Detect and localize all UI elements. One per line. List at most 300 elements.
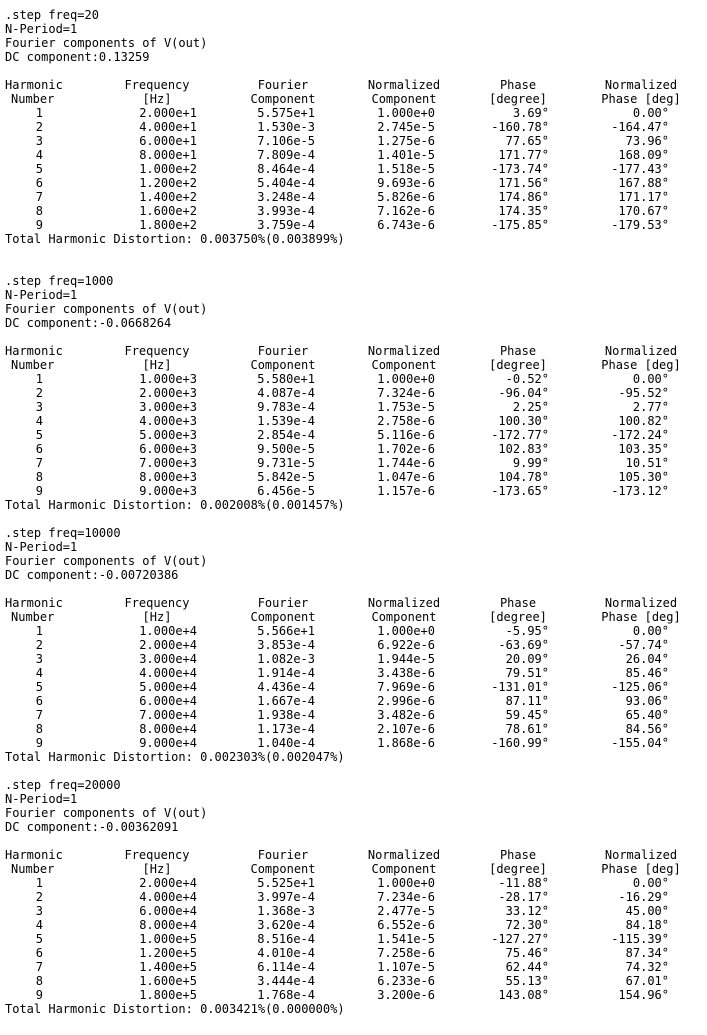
normalized-component-cell: 6.552e-6 <box>377 918 435 932</box>
table-header-row <box>5 596 705 610</box>
normalized-component-cell: 7.234e-6 <box>377 890 435 904</box>
header-fourier-component: Fourier <box>257 848 309 862</box>
normalized-component-cell: 1.753e-5 <box>377 400 435 414</box>
frequency-cell: 2.000e+4 <box>139 638 197 652</box>
frequency-cell: 9.000e+3 <box>139 484 197 498</box>
step-line: .step freq=20000 <box>5 778 121 792</box>
table-row <box>5 372 705 386</box>
thd-line: Total Harmonic Distortion: 0.003421%(0.000000%) <box>5 1002 345 1016</box>
blank-line <box>5 512 705 526</box>
normalized-phase-cell: -179.53° <box>611 218 669 232</box>
frequency-cell: 8.000e+1 <box>139 148 197 162</box>
phase-cell: -0.52° <box>505 372 549 386</box>
table-row <box>5 638 705 652</box>
normalized-component-cell: 1.518e-5 <box>377 162 435 176</box>
header-normalized-phase: Phase [deg] <box>601 610 681 624</box>
phase-cell: -28.17° <box>498 890 549 904</box>
normalized-component-cell: 6.233e-6 <box>377 974 435 988</box>
header-normalized-phase: Normalized <box>604 78 678 92</box>
fourier-component-cell: 9.731e-5 <box>257 456 315 470</box>
fourier-component-cell: 1.173e-4 <box>257 722 315 736</box>
phase-cell: 79.51° <box>505 666 549 680</box>
frequency-cell: 2.000e+3 <box>139 386 197 400</box>
table-row <box>5 106 705 120</box>
phase-cell: 102.83° <box>498 442 549 456</box>
harmonic-number-cell: 5 <box>35 162 43 176</box>
phase-cell: 33.12° <box>505 904 549 918</box>
frequency-cell: 4.000e+3 <box>139 414 197 428</box>
fourier-component-cell: 1.914e-4 <box>257 666 315 680</box>
header-normalized-component: Normalized <box>367 596 441 610</box>
blank-line <box>5 834 705 848</box>
header-normalized-component: Component <box>371 862 437 876</box>
table-row <box>5 960 705 974</box>
harmonic-number-cell: 5 <box>35 428 43 442</box>
header-harmonic-number: Number <box>11 610 55 624</box>
period-line: N-Period=1 <box>5 792 78 806</box>
fourier-component-cell: 3.248e-4 <box>257 190 315 204</box>
phase-cell: 171.56° <box>498 176 549 190</box>
frequency-cell: 1.200e+5 <box>139 946 197 960</box>
phase-cell: -173.65° <box>491 484 549 498</box>
blank-line <box>5 260 705 274</box>
frequency-cell: 1.800e+5 <box>139 988 197 1002</box>
table-header-row <box>5 92 705 106</box>
table-row <box>5 918 705 932</box>
harmonic-number-cell: 1 <box>35 372 43 386</box>
header-fourier-component: Component <box>250 358 316 372</box>
fourier-block <box>5 8 705 274</box>
frequency-cell: 1.000e+4 <box>139 624 197 638</box>
harmonic-number-cell: 1 <box>35 106 43 120</box>
step-line: .step freq=1000 <box>5 274 114 288</box>
header-harmonic-number: Harmonic <box>5 596 63 610</box>
harmonic-number-cell: 2 <box>35 890 43 904</box>
phase-cell: 171.77° <box>498 148 549 162</box>
fourier-component-cell: 1.938e-4 <box>257 708 315 722</box>
table-row <box>5 176 705 190</box>
table-row <box>5 400 705 414</box>
period-line: N-Period=1 <box>5 540 78 554</box>
harmonic-number-cell: 1 <box>35 876 43 890</box>
table-row <box>5 134 705 148</box>
fourier-component-cell: 1.082e-3 <box>257 652 315 666</box>
fourier-component-cell: 9.783e-4 <box>257 400 315 414</box>
header-frequency: [Hz] <box>142 610 172 624</box>
header-harmonic-number: Harmonic <box>5 78 63 92</box>
table-row <box>5 120 705 134</box>
dc-component-line: DC component:-0.0668264 <box>5 316 172 330</box>
phase-cell: -11.88° <box>498 876 549 890</box>
normalized-phase-cell: 0.00° <box>632 876 669 890</box>
phase-cell: 62.44° <box>505 960 549 974</box>
harmonic-number-cell: 9 <box>35 484 43 498</box>
harmonic-number-cell: 7 <box>35 708 43 722</box>
fourier-component-cell: 4.436e-4 <box>257 680 315 694</box>
normalized-component-cell: 5.116e-6 <box>377 428 435 442</box>
fourier-component-cell: 4.010e-4 <box>257 946 315 960</box>
phase-cell: 72.30° <box>505 918 549 932</box>
phase-cell: -175.85° <box>491 218 549 232</box>
fourier-component-cell: 8.516e-4 <box>257 932 315 946</box>
table-row <box>5 988 705 1002</box>
table-header-row <box>5 848 705 862</box>
fourier-block <box>5 778 705 1016</box>
fourier-component-cell: 3.759e-4 <box>257 218 315 232</box>
fourier-component-cell: 2.854e-4 <box>257 428 315 442</box>
normalized-phase-cell: 85.46° <box>625 666 669 680</box>
header-fourier-component: Fourier <box>257 344 309 358</box>
normalized-component-cell: 1.000e+0 <box>377 624 435 638</box>
table-row <box>5 386 705 400</box>
header-normalized-phase: Normalized <box>604 344 678 358</box>
frequency-cell: 6.000e+1 <box>139 134 197 148</box>
harmonic-number-cell: 5 <box>35 680 43 694</box>
period-line: N-Period=1 <box>5 288 78 302</box>
normalized-component-cell: 3.482e-6 <box>377 708 435 722</box>
header-phase: [degree] <box>489 862 547 876</box>
harmonic-number-cell: 7 <box>35 456 43 470</box>
header-harmonic-number: Number <box>11 862 55 876</box>
phase-cell: -63.69° <box>498 638 549 652</box>
table-row <box>5 974 705 988</box>
phase-cell: -127.27° <box>491 932 549 946</box>
header-phase: Phase <box>499 848 537 862</box>
blank-line <box>5 330 705 344</box>
harmonic-number-cell: 8 <box>35 204 43 218</box>
table-row <box>5 442 705 456</box>
harmonic-number-cell: 6 <box>35 176 43 190</box>
table-row <box>5 652 705 666</box>
normalized-component-cell: 7.162e-6 <box>377 204 435 218</box>
table-row <box>5 666 705 680</box>
header-phase: [degree] <box>489 92 547 106</box>
normalized-phase-cell: 0.00° <box>632 106 669 120</box>
normalized-phase-cell: 26.04° <box>625 652 669 666</box>
harmonic-number-cell: 3 <box>35 904 43 918</box>
fourier-component-cell: 7.809e-4 <box>257 148 315 162</box>
table-row <box>5 456 705 470</box>
normalized-phase-cell: 45.00° <box>625 904 669 918</box>
normalized-component-cell: 1.047e-6 <box>377 470 435 484</box>
fourier-component-cell: 4.087e-4 <box>257 386 315 400</box>
blank-line <box>5 246 705 260</box>
table-row <box>5 708 705 722</box>
table-row <box>5 736 705 750</box>
frequency-cell: 4.000e+4 <box>139 666 197 680</box>
normalized-phase-cell: 2.77° <box>632 400 669 414</box>
normalized-component-cell: 6.743e-6 <box>377 218 435 232</box>
period-line: N-Period=1 <box>5 22 78 36</box>
dc-component-line: DC component:-0.00362091 <box>5 820 179 834</box>
blank-line <box>5 64 705 78</box>
normalized-component-cell: 1.000e+0 <box>377 106 435 120</box>
frequency-cell: 6.000e+4 <box>139 694 197 708</box>
phase-cell: -172.77° <box>491 428 549 442</box>
table-row <box>5 890 705 904</box>
title-line: Fourier components of V(out) <box>5 36 208 50</box>
table-row <box>5 148 705 162</box>
harmonic-number-cell: 8 <box>35 722 43 736</box>
normalized-phase-cell: 170.67° <box>618 204 669 218</box>
header-fourier-component: Fourier <box>257 596 309 610</box>
frequency-cell: 1.800e+2 <box>139 218 197 232</box>
header-harmonic-number: Harmonic <box>5 848 63 862</box>
header-phase: Phase <box>499 344 537 358</box>
normalized-phase-cell: 73.96° <box>625 134 669 148</box>
fourier-component-cell: 5.404e-4 <box>257 176 315 190</box>
normalized-phase-cell: 84.56° <box>625 722 669 736</box>
header-frequency: Frequency <box>124 78 190 92</box>
normalized-phase-cell: 0.00° <box>632 624 669 638</box>
fourier-component-cell: 6.114e-4 <box>257 960 315 974</box>
frequency-cell: 8.000e+3 <box>139 470 197 484</box>
phase-cell: -5.95° <box>505 624 549 638</box>
phase-cell: 3.69° <box>512 106 549 120</box>
phase-cell: 75.46° <box>505 946 549 960</box>
phase-cell: 78.61° <box>505 722 549 736</box>
frequency-cell: 4.000e+1 <box>139 120 197 134</box>
frequency-cell: 1.000e+2 <box>139 162 197 176</box>
step-line: .step freq=20 <box>5 8 99 22</box>
normalized-phase-cell: 87.34° <box>625 946 669 960</box>
header-frequency: Frequency <box>124 848 190 862</box>
harmonic-number-cell: 3 <box>35 134 43 148</box>
harmonic-number-cell: 2 <box>35 638 43 652</box>
phase-cell: 20.09° <box>505 652 549 666</box>
normalized-component-cell: 1.107e-5 <box>377 960 435 974</box>
normalized-component-cell: 2.477e-5 <box>377 904 435 918</box>
frequency-cell: 6.000e+3 <box>139 442 197 456</box>
normalized-phase-cell: -177.43° <box>611 162 669 176</box>
harmonic-number-cell: 5 <box>35 932 43 946</box>
header-phase: [degree] <box>489 358 547 372</box>
normalized-phase-cell: -125.06° <box>611 680 669 694</box>
header-normalized-phase: Phase [deg] <box>601 92 681 106</box>
frequency-cell: 8.000e+4 <box>139 722 197 736</box>
table-row <box>5 428 705 442</box>
header-fourier-component: Component <box>250 92 316 106</box>
fourier-component-cell: 5.842e-5 <box>257 470 315 484</box>
header-frequency: Frequency <box>124 596 190 610</box>
harmonic-number-cell: 9 <box>35 736 43 750</box>
header-harmonic-number: Number <box>11 92 55 106</box>
fourier-component-cell: 1.530e-3 <box>257 120 315 134</box>
normalized-phase-cell: -173.12° <box>611 484 669 498</box>
fourier-block <box>5 526 705 778</box>
header-frequency: [Hz] <box>142 358 172 372</box>
header-normalized-component: Component <box>371 92 437 106</box>
table-header-row <box>5 344 705 358</box>
table-row <box>5 624 705 638</box>
frequency-cell: 7.000e+4 <box>139 708 197 722</box>
header-frequency: Frequency <box>124 344 190 358</box>
table-row <box>5 218 705 232</box>
normalized-component-cell: 2.996e-6 <box>377 694 435 708</box>
header-fourier-component: Component <box>250 610 316 624</box>
table-row <box>5 932 705 946</box>
header-normalized-component: Component <box>371 358 437 372</box>
normalized-component-cell: 7.324e-6 <box>377 386 435 400</box>
normalized-phase-cell: 10.51° <box>625 456 669 470</box>
thd-line: Total Harmonic Distortion: 0.002008%(0.001457%) <box>5 498 345 512</box>
frequency-cell: 1.000e+5 <box>139 932 197 946</box>
normalized-component-cell: 2.745e-5 <box>377 120 435 134</box>
phase-cell: -131.01° <box>491 680 549 694</box>
header-normalized-component: Normalized <box>367 344 441 358</box>
header-normalized-component: Normalized <box>367 848 441 862</box>
fourier-block <box>5 274 705 526</box>
phase-cell: -160.99° <box>491 736 549 750</box>
normalized-phase-cell: 84.18° <box>625 918 669 932</box>
normalized-phase-cell: -172.24° <box>611 428 669 442</box>
normalized-component-cell: 3.200e-6 <box>377 988 435 1002</box>
fourier-component-cell: 5.566e+1 <box>257 624 315 638</box>
fourier-component-cell: 3.853e-4 <box>257 638 315 652</box>
phase-cell: 9.99° <box>512 456 549 470</box>
table-row <box>5 204 705 218</box>
harmonic-number-cell: 6 <box>35 946 43 960</box>
fourier-component-cell: 7.106e-5 <box>257 134 315 148</box>
frequency-cell: 3.000e+3 <box>139 400 197 414</box>
frequency-cell: 5.000e+3 <box>139 428 197 442</box>
table-header-row <box>5 78 705 92</box>
normalized-component-cell: 1.702e-6 <box>377 442 435 456</box>
header-harmonic-number: Harmonic <box>5 344 63 358</box>
normalized-phase-cell: -16.29° <box>618 890 669 904</box>
normalized-phase-cell: 67.01° <box>625 974 669 988</box>
normalized-component-cell: 7.969e-6 <box>377 680 435 694</box>
harmonic-number-cell: 4 <box>35 918 43 932</box>
frequency-cell: 3.000e+4 <box>139 652 197 666</box>
normalized-phase-cell: -115.39° <box>611 932 669 946</box>
phase-cell: 77.65° <box>505 134 549 148</box>
phase-cell: 100.30° <box>498 414 549 428</box>
table-header-row <box>5 862 705 876</box>
phase-cell: 143.08° <box>498 988 549 1002</box>
normalized-phase-cell: 93.06° <box>625 694 669 708</box>
normalized-component-cell: 2.758e-6 <box>377 414 435 428</box>
frequency-cell: 1.600e+2 <box>139 204 197 218</box>
normalized-component-cell: 1.944e-5 <box>377 652 435 666</box>
title-line: Fourier components of V(out) <box>5 806 208 820</box>
harmonic-number-cell: 9 <box>35 218 43 232</box>
fourier-component-cell: 5.575e+1 <box>257 106 315 120</box>
table-header-row <box>5 610 705 624</box>
header-normalized-phase: Normalized <box>604 848 678 862</box>
normalized-component-cell: 6.922e-6 <box>377 638 435 652</box>
normalized-phase-cell: 154.96° <box>618 988 669 1002</box>
harmonic-number-cell: 4 <box>35 414 43 428</box>
table-row <box>5 694 705 708</box>
normalized-component-cell: 9.693e-6 <box>377 176 435 190</box>
frequency-cell: 1.200e+2 <box>139 176 197 190</box>
fourier-component-cell: 9.500e-5 <box>257 442 315 456</box>
normalized-component-cell: 1.000e+0 <box>377 372 435 386</box>
harmonic-number-cell: 7 <box>35 190 43 204</box>
step-line: .step freq=10000 <box>5 526 121 540</box>
harmonic-number-cell: 3 <box>35 652 43 666</box>
normalized-phase-cell: 171.17° <box>618 190 669 204</box>
normalized-component-cell: 3.438e-6 <box>377 666 435 680</box>
phase-cell: -96.04° <box>498 386 549 400</box>
harmonic-number-cell: 4 <box>35 148 43 162</box>
header-fourier-component: Component <box>250 862 316 876</box>
harmonic-number-cell: 9 <box>35 988 43 1002</box>
table-row <box>5 190 705 204</box>
thd-line: Total Harmonic Distortion: 0.003750%(0.003899%) <box>5 232 345 246</box>
table-row <box>5 904 705 918</box>
header-phase: [degree] <box>489 610 547 624</box>
blank-line <box>5 582 705 596</box>
table-row <box>5 470 705 484</box>
table-row <box>5 680 705 694</box>
title-line: Fourier components of V(out) <box>5 554 208 568</box>
frequency-cell: 4.000e+4 <box>139 890 197 904</box>
fourier-component-cell: 3.620e-4 <box>257 918 315 932</box>
header-normalized-phase: Normalized <box>604 596 678 610</box>
normalized-phase-cell: 167.88° <box>618 176 669 190</box>
header-normalized-component: Component <box>371 610 437 624</box>
table-row <box>5 876 705 890</box>
header-frequency: [Hz] <box>142 862 172 876</box>
frequency-cell: 1.000e+3 <box>139 372 197 386</box>
normalized-phase-cell: -57.74° <box>618 638 669 652</box>
frequency-cell: 1.600e+5 <box>139 974 197 988</box>
harmonic-number-cell: 6 <box>35 694 43 708</box>
normalized-phase-cell: 74.32° <box>625 960 669 974</box>
frequency-cell: 6.000e+4 <box>139 904 197 918</box>
harmonic-number-cell: 8 <box>35 974 43 988</box>
table-row <box>5 722 705 736</box>
normalized-phase-cell: 0.00° <box>632 372 669 386</box>
table-header-row <box>5 358 705 372</box>
normalized-component-cell: 1.541e-5 <box>377 932 435 946</box>
phase-cell: 55.13° <box>505 974 549 988</box>
fourier-component-cell: 1.667e-4 <box>257 694 315 708</box>
harmonic-number-cell: 4 <box>35 666 43 680</box>
dc-component-line: DC component:0.13259 <box>5 50 150 64</box>
normalized-phase-cell: -155.04° <box>611 736 669 750</box>
fourier-component-cell: 3.993e-4 <box>257 204 315 218</box>
normalized-component-cell: 7.258e-6 <box>377 946 435 960</box>
fourier-component-cell: 8.464e-4 <box>257 162 315 176</box>
normalized-component-cell: 1.157e-6 <box>377 484 435 498</box>
normalized-component-cell: 1.000e+0 <box>377 876 435 890</box>
title-line: Fourier components of V(out) <box>5 302 208 316</box>
harmonic-number-cell: 2 <box>35 386 43 400</box>
thd-line: Total Harmonic Distortion: 0.002303%(0.002047%) <box>5 750 345 764</box>
header-normalized-component: Normalized <box>367 78 441 92</box>
normalized-phase-cell: 168.09° <box>618 148 669 162</box>
fourier-component-cell: 3.997e-4 <box>257 890 315 904</box>
harmonic-number-cell: 2 <box>35 120 43 134</box>
header-phase: Phase <box>499 596 537 610</box>
header-phase: Phase <box>499 78 537 92</box>
fourier-log-output <box>5 8 705 1016</box>
frequency-cell: 5.000e+4 <box>139 680 197 694</box>
phase-cell: -160.78° <box>491 120 549 134</box>
phase-cell: 87.11° <box>505 694 549 708</box>
frequency-cell: 1.400e+2 <box>139 190 197 204</box>
normalized-phase-cell: -95.52° <box>618 386 669 400</box>
harmonic-number-cell: 1 <box>35 624 43 638</box>
frequency-cell: 7.000e+3 <box>139 456 197 470</box>
normalized-phase-cell: -164.47° <box>611 120 669 134</box>
phase-cell: -173.74° <box>491 162 549 176</box>
table-row <box>5 414 705 428</box>
normalized-component-cell: 1.868e-6 <box>377 736 435 750</box>
